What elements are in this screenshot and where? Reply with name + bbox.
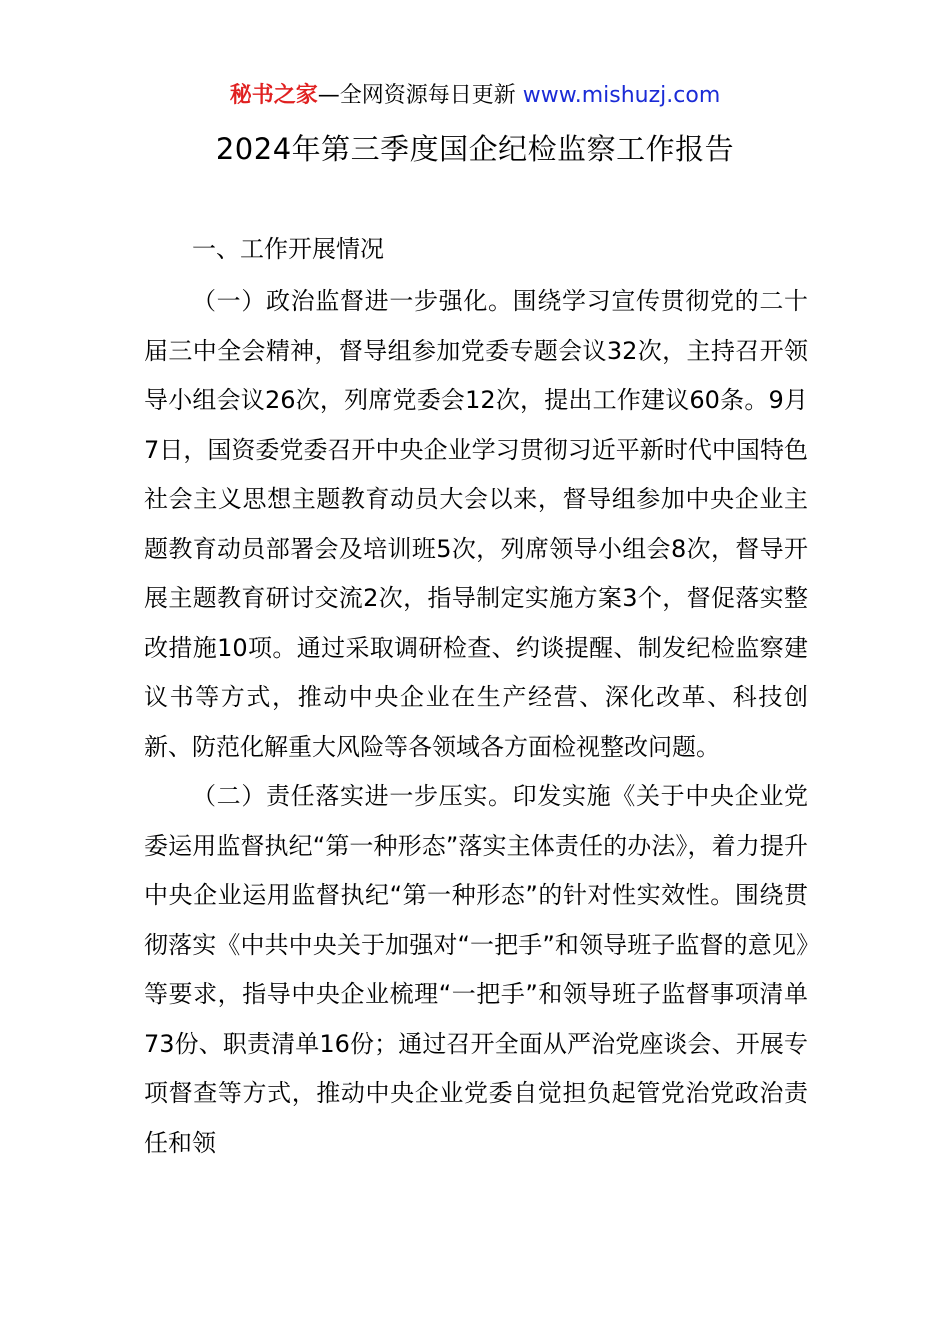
document-body	[144, 226, 808, 1168]
body-paragraph-2: （二）责任落实进一步压实。印发实施《关于中央企业党委运用监督执纪“第一种形态”落实主体责任的办法》，着力提升中央企业运用监督执纪“第一种形态”的针对性实效性。围绕贯彻落实《中共中央关于加强对“一把手”和领导班子监督的意见》等要求，指导中央企业梳理“一把手”和领导班子监督事项清单73份、职责清单16份；通过召开全面从严治党座谈会、开展专项督查等方式，推动中央企业党委自觉担负起管党治党政治责任和领	[144, 782, 808, 1157]
brand-name: 秘书之家	[229, 83, 318, 108]
section-heading: 一、工作开展情况	[192, 235, 384, 263]
body-paragraph-1: （一）政治监督进一步强化。围绕学习宣传贯彻党的二十届三中全会精神，督导组参加党委专题会议32次，主持召开领导小组会议26次，列席党委会12次，提出工作建议60条。9月7日，国资委党委召开中央企业学习贯彻习近平新时代中国特色社会主义思想主题教育动员大会以来，督导组参加中央企业主题教育动员部署会及培训班5次，列席领导小组会8次，督导开展主题教育研讨交流2次，指导制定实施方案3个，督促落实整改措施10项。通过采取调研检查、约谈提醒、制发纪检监察建议书等方式，推动中央企业在生产经营、深化改革、科技创新、防范化解重大风险等各领域各方面检视整改问题。	[144, 287, 808, 761]
site-url-link[interactable]: www.mishuzj.com	[522, 83, 721, 108]
site-header	[0, 80, 950, 112]
header-slogan: —全网资源每日更新	[317, 83, 523, 108]
document-title: 2024年第三季度国企纪检监察工作报告	[215, 132, 735, 166]
